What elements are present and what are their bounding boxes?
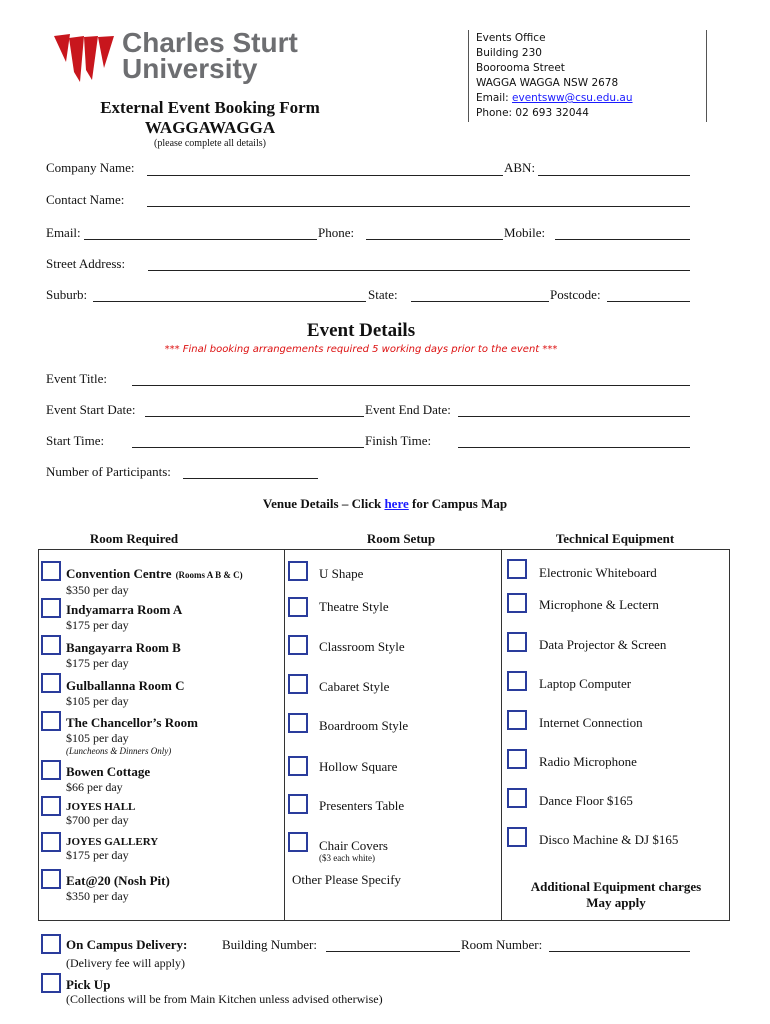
checkbox-room-convention-centre[interactable] <box>41 561 61 581</box>
office-divider-right <box>706 30 707 122</box>
setup-classroom: Classroom Style <box>319 639 405 654</box>
participants-field[interactable] <box>183 478 318 479</box>
room-convention-centre <box>66 565 243 598</box>
on-campus-delivery-label: On Campus Delivery: <box>66 937 188 952</box>
room-name: Bangayarra Room B <box>66 640 181 655</box>
room-name: Indyamarra Room A <box>66 602 183 617</box>
room-name: Eat@20 (Nosh Pit) <box>66 873 170 888</box>
checkbox-on-campus-delivery[interactable] <box>41 934 61 954</box>
street-address-field[interactable] <box>148 270 690 271</box>
start-time-label: Start Time: <box>46 433 105 448</box>
room-name: The Chancellor’s Room <box>66 715 198 730</box>
postcode-label: Postcode: <box>550 287 601 302</box>
tech-internet: Internet Connection <box>539 715 643 730</box>
university-name-line1: Charles Sturt <box>122 27 298 58</box>
postcode-field[interactable] <box>607 301 690 302</box>
office-line: Events Office <box>476 32 546 44</box>
checkbox-setup-cabaret[interactable] <box>288 674 308 694</box>
checkbox-tech-internet[interactable] <box>507 710 527 730</box>
checkbox-room-chancellors[interactable] <box>41 711 61 731</box>
phone-label: Phone: <box>318 225 355 240</box>
venue-table-divider-2 <box>501 549 502 921</box>
checkbox-room-bangayarra[interactable] <box>41 635 61 655</box>
checkbox-tech-microphone-lectern[interactable] <box>507 593 527 613</box>
other-please-specify[interactable]: Other Please Specify <box>292 872 402 887</box>
email-field[interactable] <box>84 239 317 240</box>
additional-line1: Additional Equipment charges <box>530 879 702 894</box>
university-name <box>122 27 298 84</box>
suburb-label: Suburb: <box>46 287 88 302</box>
venue-heading-post: for Campus Map <box>408 496 508 511</box>
room-price: $350 per day <box>66 583 129 597</box>
building-number-label: Building Number: <box>222 937 317 952</box>
checkbox-room-eat20[interactable] <box>41 869 61 889</box>
office-address <box>476 31 633 121</box>
room-indyamarra <box>66 602 182 633</box>
room-bangayarra <box>66 640 181 671</box>
event-end-date-field[interactable] <box>458 416 690 417</box>
event-start-date-field[interactable] <box>145 416 364 417</box>
checkbox-room-joyes-gallery[interactable] <box>41 832 61 852</box>
event-end-date-label: Event End Date: <box>365 402 451 417</box>
setup-u-shape: U Shape <box>319 566 364 581</box>
office-email-row <box>476 91 633 106</box>
abn-label: ABN: <box>504 160 536 175</box>
tech-laptop: Laptop Computer <box>539 676 632 691</box>
col-technical-equipment: Technical Equipment <box>555 531 675 546</box>
checkbox-room-joyes-hall[interactable] <box>41 796 61 816</box>
room-chancellors <box>66 715 198 756</box>
venue-heading-pre: Venue Details – Click <box>262 496 385 511</box>
pick-up-note: (Collections will be from Main Kitchen unless advised otherwise) <box>66 992 383 1006</box>
setup-presenters-table: Presenters Table <box>319 798 405 813</box>
tech-microphone-lectern: Microphone & Lectern <box>539 597 659 612</box>
contact-name-label: Contact Name: <box>46 192 125 207</box>
room-name: Bowen Cottage <box>66 764 151 779</box>
room-name: Convention Centre <box>66 566 172 581</box>
checkbox-tech-radio-microphone[interactable] <box>507 749 527 769</box>
tech-dance-floor: Dance Floor $165 <box>539 793 633 808</box>
checkbox-setup-boardroom[interactable] <box>288 713 308 733</box>
mobile-field[interactable] <box>555 239 690 240</box>
event-notice: *** Final booking arrangements required 5 working days prior to the event *** <box>164 344 558 355</box>
room-sub: (Rooms A B & C) <box>175 570 243 580</box>
tech-radio-microphone: Radio Microphone <box>539 754 637 769</box>
event-title-label: Event Title: <box>46 371 108 386</box>
checkbox-room-indyamarra[interactable] <box>41 598 61 618</box>
email-label: Email: <box>46 225 81 240</box>
building-number-field[interactable] <box>326 951 460 952</box>
start-time-field[interactable] <box>132 447 364 448</box>
setup-cabaret: Cabaret Style <box>319 679 390 694</box>
room-name: JOYES GALLERY <box>66 836 159 848</box>
checkbox-tech-laptop[interactable] <box>507 671 527 691</box>
room-name: Gulballanna Room C <box>66 678 185 693</box>
room-eat20 <box>66 873 170 904</box>
suburb-field[interactable] <box>93 301 366 302</box>
office-line: Building 230 <box>476 47 542 59</box>
setup-theatre: Theatre Style <box>319 599 389 614</box>
room-number-label: Room Number: <box>461 937 543 952</box>
chair-covers-note: ($3 each white) <box>319 853 375 863</box>
finish-time-field[interactable] <box>458 447 690 448</box>
room-joyes-hall <box>66 801 135 828</box>
event-start-date-label: Event Start Date: <box>46 402 136 417</box>
setup-boardroom: Boardroom Style <box>319 718 409 733</box>
phone-field[interactable] <box>366 239 503 240</box>
abn-field[interactable] <box>538 175 690 176</box>
university-logo <box>52 27 322 90</box>
room-number-field[interactable] <box>549 951 690 952</box>
state-label: State: <box>368 287 398 302</box>
additional-equipment-note <box>502 879 730 911</box>
room-price: $105 per day <box>66 731 129 745</box>
tech-data-projector: Data Projector & Screen <box>539 637 667 652</box>
street-address-label: Street Address: <box>46 256 126 271</box>
checkbox-pick-up[interactable] <box>41 973 61 993</box>
company-name-field[interactable] <box>147 175 503 176</box>
setup-chair-covers: Chair Covers <box>319 838 388 853</box>
checkbox-setup-presenters-table[interactable] <box>288 794 308 814</box>
office-email-link[interactable]: eventsww@csu.edu.au <box>512 92 633 104</box>
state-field[interactable] <box>411 301 549 302</box>
room-price: $175 per day <box>66 848 129 862</box>
campus-name: WAGGAWAGGA <box>144 118 276 137</box>
checkbox-setup-classroom[interactable] <box>288 635 308 655</box>
setup-hollow-square: Hollow Square <box>319 759 398 774</box>
venue-table-divider-1 <box>284 549 285 921</box>
checkbox-tech-data-projector[interactable] <box>507 632 527 652</box>
col-room-required: Room Required <box>89 531 179 546</box>
checkbox-setup-u-shape[interactable] <box>288 561 308 581</box>
checkbox-setup-hollow-square[interactable] <box>288 756 308 776</box>
tech-electronic-whiteboard: Electronic Whiteboard <box>539 565 657 580</box>
office-phone: Phone: 02 693 32044 <box>476 107 589 119</box>
event-title-field[interactable] <box>132 385 690 386</box>
room-name: JOYES HALL <box>66 801 136 813</box>
room-bowen-cottage <box>66 764 150 795</box>
pick-up-label: Pick Up <box>66 977 111 992</box>
checkbox-tech-electronic-whiteboard[interactable] <box>507 559 527 579</box>
checkbox-room-bowen-cottage[interactable] <box>41 760 61 780</box>
room-price: $350 per day <box>66 889 129 903</box>
tech-disco-machine: Disco Machine & DJ $165 <box>539 832 679 847</box>
participants-label: Number of Participants: <box>46 464 171 479</box>
checkbox-setup-chair-covers[interactable] <box>288 832 308 852</box>
room-price: $66 per day <box>66 780 123 794</box>
event-details-heading: Event Details <box>306 320 416 341</box>
office-divider-left <box>468 30 469 122</box>
venue-details-heading <box>0 496 770 512</box>
campus-map-link[interactable]: here <box>384 496 409 511</box>
room-price: $175 per day <box>66 618 129 632</box>
form-title <box>60 98 360 138</box>
room-note: (Luncheons & Dinners Only) <box>66 746 172 756</box>
col-room-setup: Room Setup <box>366 531 436 546</box>
checkbox-tech-disco-machine[interactable] <box>507 827 527 847</box>
company-name-label: Company Name: <box>46 160 135 175</box>
contact-name-field[interactable] <box>147 206 690 207</box>
delivery-fee-note: (Delivery fee will apply) <box>66 956 185 970</box>
room-price: $700 per day <box>66 813 129 827</box>
checkbox-tech-dance-floor[interactable] <box>507 788 527 808</box>
room-gulballanna <box>66 678 184 709</box>
finish-time-label: Finish Time: <box>365 433 432 448</box>
additional-line2: May apply <box>586 895 646 910</box>
email-label: Email: <box>476 92 513 104</box>
university-name-line2: University <box>122 53 258 84</box>
checkbox-room-gulballanna[interactable] <box>41 673 61 693</box>
office-line: WAGGA WAGGA NSW 2678 <box>476 77 619 89</box>
mobile-label: Mobile: <box>504 225 546 240</box>
room-price: $175 per day <box>66 656 129 670</box>
checkbox-setup-theatre[interactable] <box>288 597 308 617</box>
room-price: $105 per day <box>66 694 129 708</box>
logo-mark-icon <box>52 32 120 86</box>
office-line: Boorooma Street <box>476 62 565 74</box>
form-title-text: External Event Booking Form <box>100 98 320 117</box>
form-instruction: (please complete all details) <box>154 138 266 149</box>
room-joyes-gallery <box>66 836 158 863</box>
